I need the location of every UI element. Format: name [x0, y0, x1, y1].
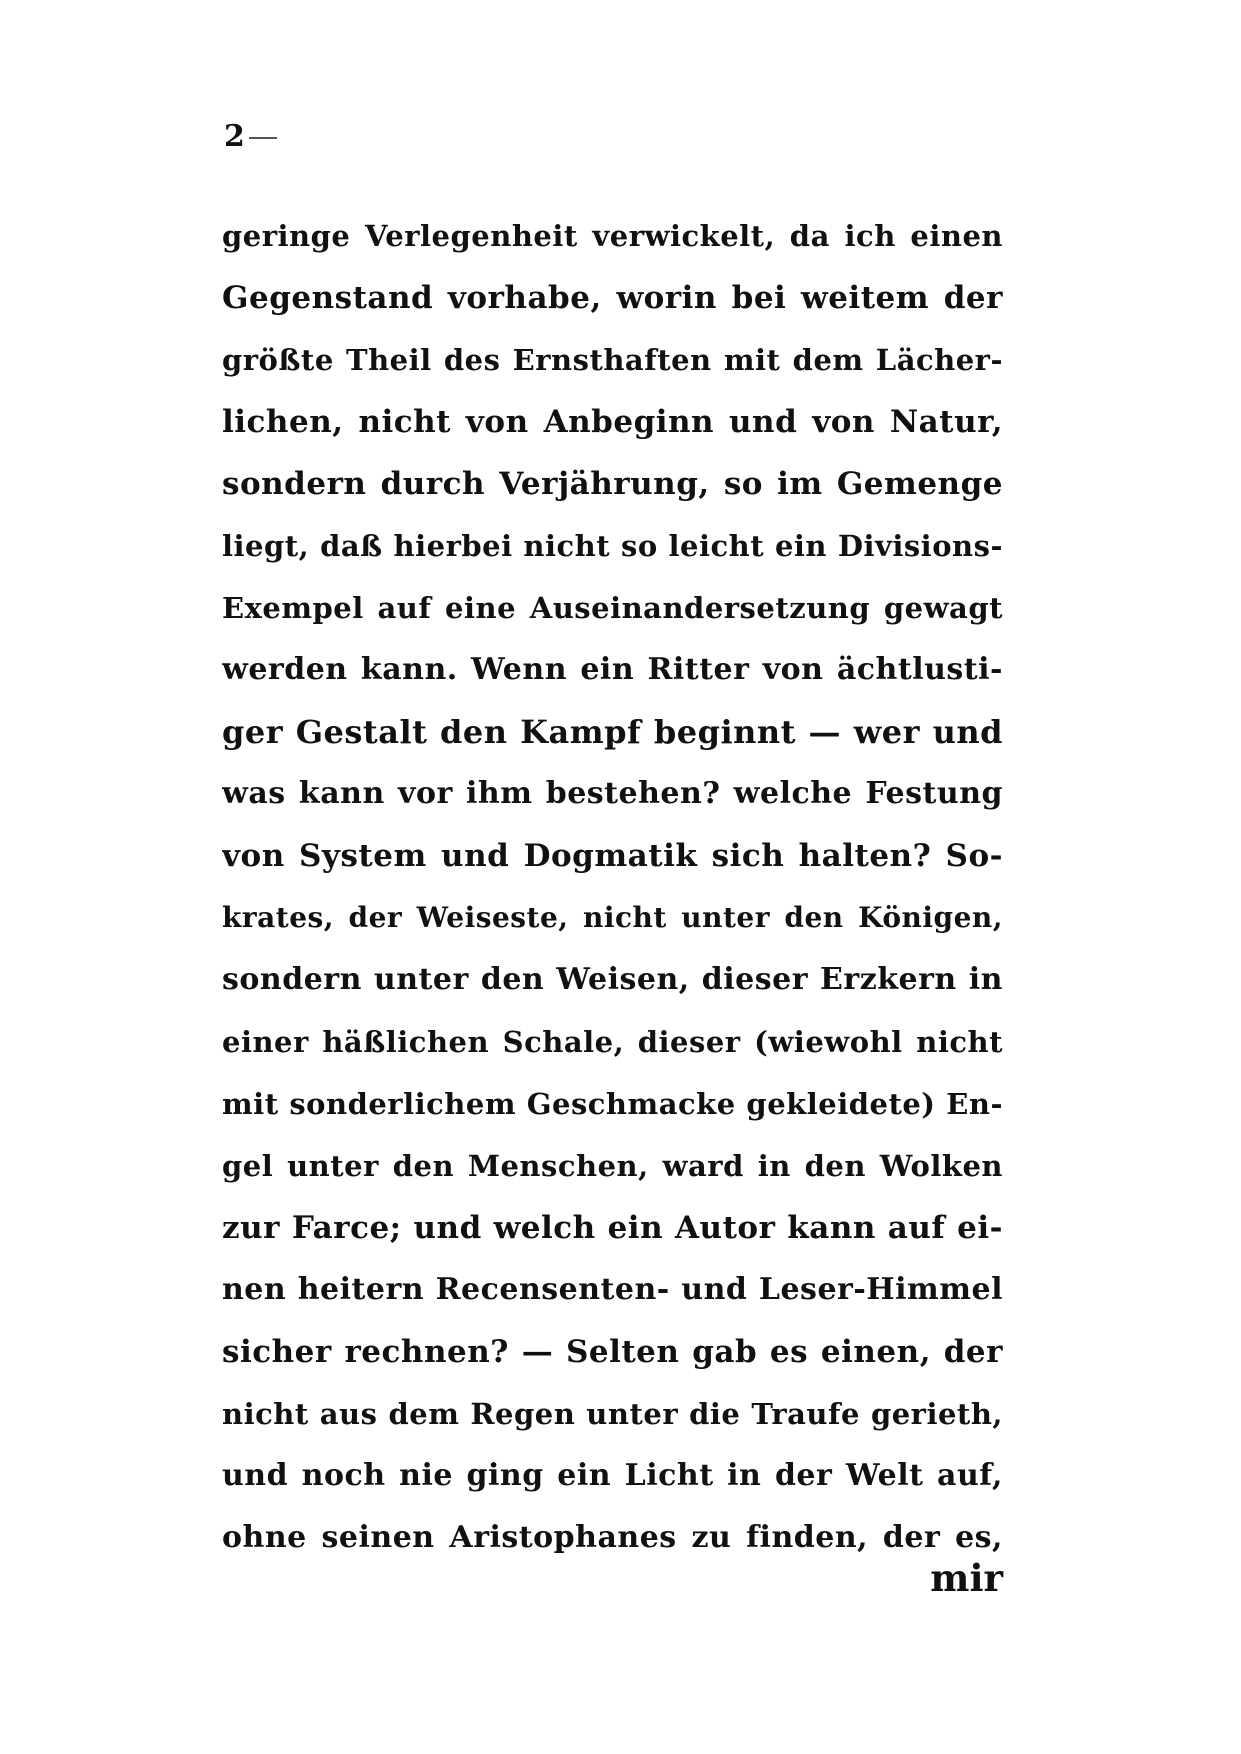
text-line: einer häßlichen Schale, dieser (wiewohl nicht [222, 1025, 1003, 1059]
text-line: nen heitern Recensenten- und Leser-Himmel [222, 1272, 1003, 1307]
text-line: ger Gestalt den Kampf beginnt — wer und [222, 713, 1003, 751]
text-line: krates, der Weiseste, nicht unter den Königen, [222, 901, 1003, 934]
text-line: und noch nie ging ein Licht in der Welt auf, [222, 1458, 1003, 1493]
page-number-rule [249, 137, 277, 139]
text-line: ohne seinen Aristophanes zu finden, der es, [222, 1520, 1003, 1555]
text-line: sondern durch Verjährung, so im Gemenge [222, 466, 1003, 502]
text-line: von System und Dogmatik sich halten? So- [222, 838, 1003, 874]
text-line: sondern unter den Weisen, dieser Erzkern in [222, 962, 1003, 997]
text-line: nicht aus dem Regen unter die Traufe gerieth, [222, 1397, 1003, 1431]
text-line: sicher rechnen? — Selten gab es einen, der [222, 1334, 1003, 1370]
text-line: Exempel auf eine Auseinandersetzung gewagt [222, 591, 1003, 625]
body-text [222, 205, 1003, 1569]
text-line: Gegenstand vorhabe, worin bei weitem der [222, 280, 1003, 316]
text-line: werden kann. Wenn ein Ritter von ächtlusti- [222, 652, 1003, 687]
text-line: was kann vor ihm bestehen? welche Festung [222, 776, 1003, 811]
text-line: zur Farce; und welch ein Autor kann auf ei- [222, 1210, 1003, 1246]
text-line: liegt, daß hierbei nicht so leicht ein Divisions- [222, 529, 1003, 563]
text-line: lichen, nicht von Anbeginn und von Natur, [222, 404, 1003, 440]
catchword: mir [930, 1556, 1003, 1600]
text-line: geringe Verlegenheit verwickelt, da ich einen [222, 219, 1003, 253]
page-number-text: 2 [224, 119, 245, 154]
page-number [224, 119, 277, 154]
text-line: mit sonderlichem Geschmacke gekleidete) En- [222, 1087, 1003, 1121]
text-line: gel unter den Menschen, ward in den Wolken [222, 1149, 1003, 1183]
text-line: größte Theil des Ernsthaften mit dem Lächer- [222, 343, 1003, 377]
